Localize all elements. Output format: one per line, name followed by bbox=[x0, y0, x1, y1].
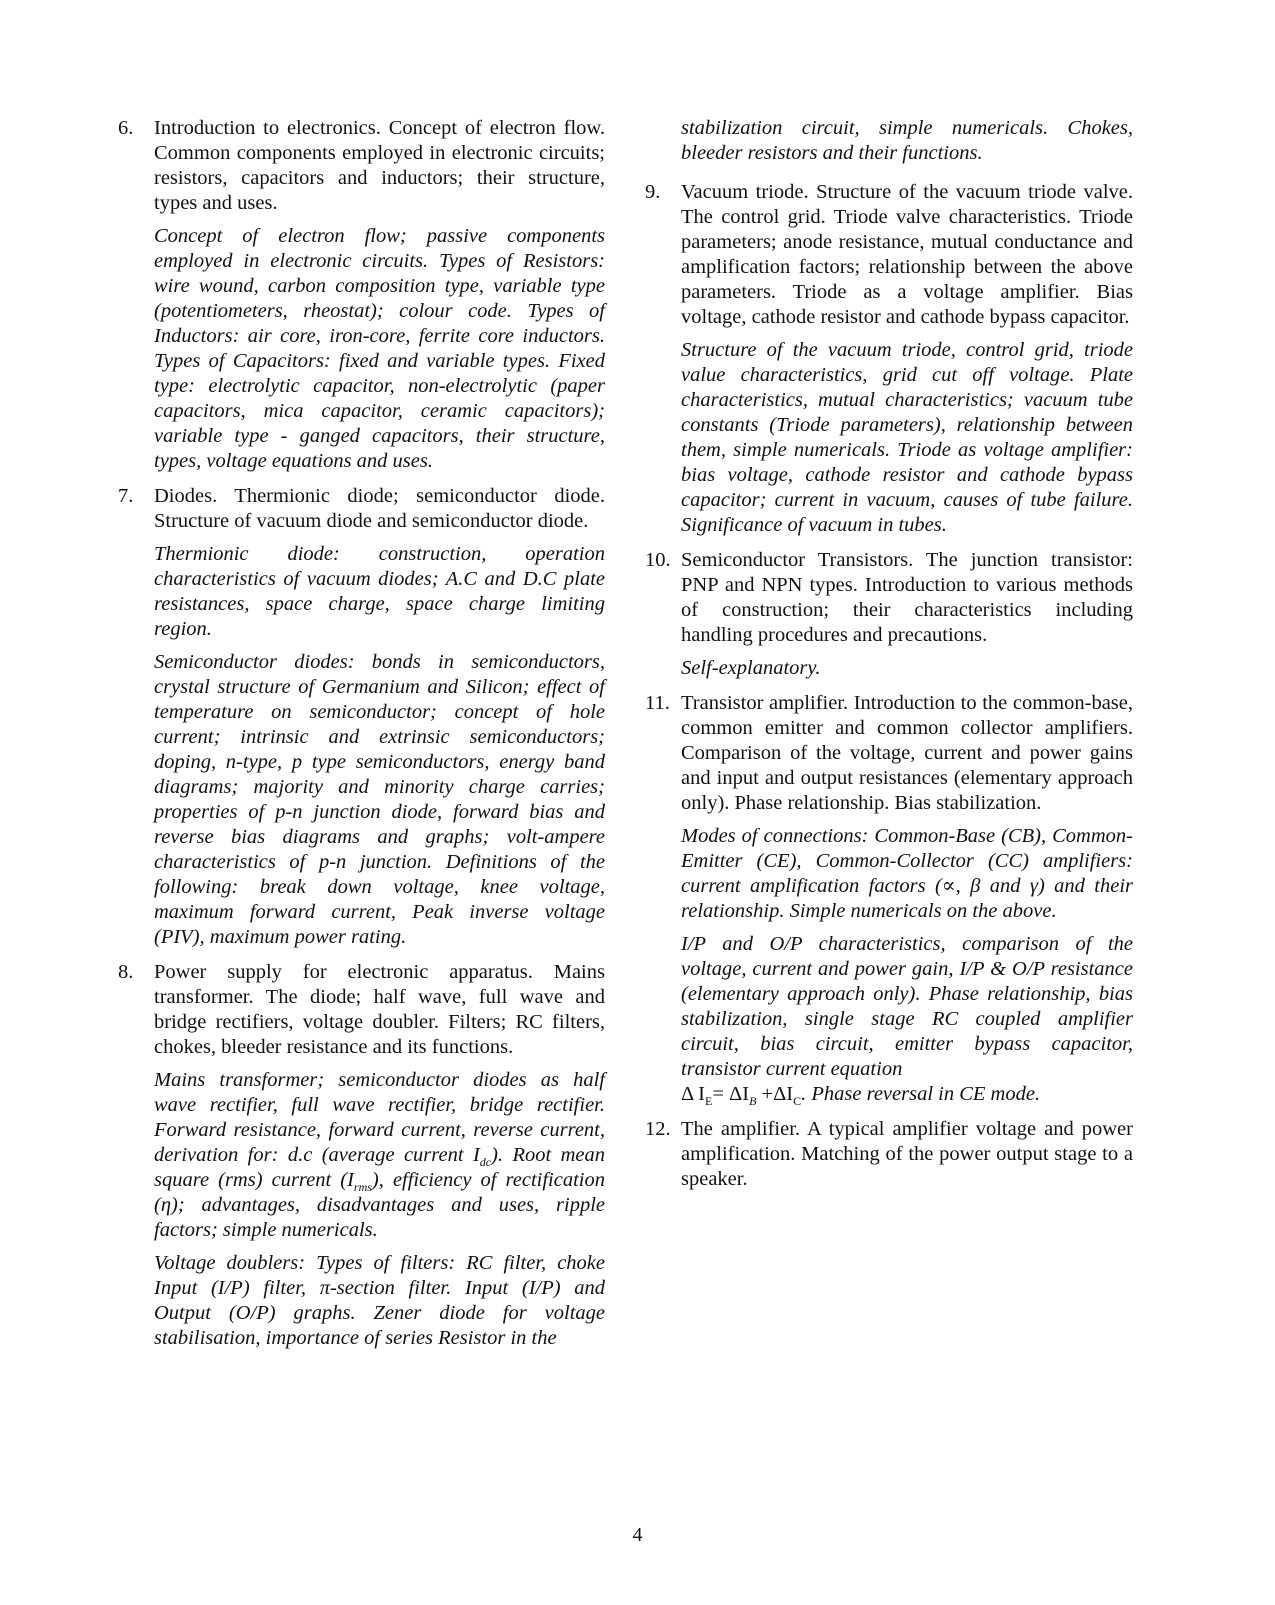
syllabus-item-10 bbox=[645, 548, 1133, 681]
detail-text: ). Root mean square (rms) current (I bbox=[154, 1144, 605, 1191]
right-column bbox=[645, 116, 1133, 1200]
item-detail: Voltage doublers: Types of filters: RC filter, choke Input (I/P) filter, π-section filter. Input (I/P) and Output (O/P) graphs. Zener diode for voltage stabilisation, importance of series Resistor in the bbox=[154, 1252, 605, 1349]
item-detail: Thermionic diode: construction, operation characteristics of vacuum diodes; A.C and D.C plate resistances, space charge, space charge limiting region. bbox=[154, 543, 605, 640]
item-topic: Diodes. Thermionic diode; semiconductor diode. Structure of vacuum diode and semiconductor diode. bbox=[154, 485, 605, 532]
continued-detail: stabilization circuit, simple numericals. Chokes, bleeder resistors and their functions. bbox=[681, 117, 1133, 164]
detail-text: I/P and O/P characteristics, comparison of the voltage, current and power gain, I/P & O/P resistance (elementary approach only). Phase relationship, bias stabilization, single stage RC coupled amplifier circuit, bias circuit, emitter bypass capacitor, transistor current equation bbox=[681, 933, 1133, 1080]
syllabus-item-9 bbox=[645, 180, 1133, 538]
item-topic: Vacuum triode. Structure of the vacuum triode valve. The control grid. Triode valve characteristics. Triode parameters; anode resistance, mutual conductance and amplification factors; relationship between the above parameters. Triode as a voltage amplifier. Bias voltage, cathode resistor and cathode bypass capacitor. bbox=[681, 181, 1133, 328]
equation-text: = ΔI bbox=[712, 1083, 750, 1105]
subscript-dc: dc bbox=[479, 1155, 492, 1170]
equation-text: Δ I bbox=[681, 1083, 706, 1105]
detail-text: . Phase reversal in CE mode. bbox=[801, 1083, 1041, 1105]
syllabus-item-6 bbox=[118, 116, 605, 474]
item-detail: Modes of connections: Common-Base (CB), Common-Emitter (CE), Common-Collector (CC) amplifiers: current amplification factors (∝, β and γ) and their relationship. Simple numericals on the above. bbox=[681, 825, 1133, 922]
item-number: 8. bbox=[118, 961, 134, 983]
item-topic: Introduction to electronics. Concept of electron flow. Common components employed in electronic circuits; resistors, capacitors and inductors; their structure, types and uses. bbox=[154, 117, 605, 214]
item-number: 10. bbox=[645, 549, 671, 571]
page-number: 4 bbox=[632, 1524, 643, 1546]
equation-text: +ΔI bbox=[756, 1083, 794, 1105]
item-detail: Structure of the vacuum triode, control grid, triode value characteristics, grid cut off voltage. Plate characteristics, mutual characteristics; vacuum tube constants (Triode parameters), relationship between them, simple numericals. Triode as voltage amplifier: bias voltage, cathode resistor and cathode bypass capacitor; current in vacuum, causes of tube failure. Significance of vacuum in tubes. bbox=[681, 339, 1133, 536]
item-detail: Self-explanatory. bbox=[681, 657, 821, 679]
item-number: 9. bbox=[645, 181, 661, 203]
item-number: 7. bbox=[118, 485, 134, 507]
syllabus-item-11 bbox=[645, 691, 1133, 1107]
subscript-e: E bbox=[705, 1094, 713, 1109]
subscript-b: B bbox=[749, 1094, 757, 1109]
syllabus-item-12 bbox=[645, 1117, 1133, 1192]
item-topic: Transistor amplifier. Introduction to the common-base, common emitter and common collector amplifiers. Comparison of the voltage, current and power gains and input and output resistances (elementary approach only). Phase relationship. Bias stabilization. bbox=[681, 692, 1133, 814]
item-detail-equation bbox=[681, 932, 1133, 1107]
item-topic: Power supply for electronic apparatus. Mains transformer. The diode; half wave, full wave and bridge rectifiers, voltage doubler. Filters; RC filters, chokes, bleeder resistance and its functions. bbox=[154, 961, 605, 1058]
subscript-c: C bbox=[793, 1094, 802, 1109]
item-number: 12. bbox=[645, 1118, 671, 1140]
item-detail-rectifiers bbox=[154, 1068, 605, 1243]
item-number: 6. bbox=[118, 117, 134, 139]
item-topic: The amplifier. A typical amplifier voltage and power amplification. Matching of the power output stage to a speaker. bbox=[681, 1118, 1133, 1190]
item-detail: Concept of electron flow; passive components employed in electronic circuits. Types of Resistors: wire wound, carbon composition type, variable type (potentiometers, rheostat); colour code. Types of Inductors: air core, iron-core, ferrite core inductors. Types of Capacitors: fixed and variable types. Fixed type: electrolytic capacitor, non-electrolytic (paper capacitors, mica capacitor, ceramic capacitors); variable type - ganged capacitors, their structure, types, voltage equations and uses. bbox=[154, 225, 605, 472]
item-number: 11. bbox=[645, 692, 670, 714]
item-detail: Semiconductor diodes: bonds in semiconductors, crystal structure of Germanium and Silicon; effect of temperature on semiconductor; concept of hole current; intrinsic and extrinsic semiconductors; doping, n-type, p type semiconductors, energy band diagrams; majority and minority charge carries; properties of p-n junction diode, forward bias and reverse bias diagrams and graphs; volt-ampere characteristics of p-n junction. Definitions of the following: break down voltage, knee voltage, maximum forward current, Peak inverse voltage (PIV), maximum power rating. bbox=[154, 651, 605, 948]
left-column bbox=[118, 116, 605, 1359]
syllabus-item-7 bbox=[118, 484, 605, 950]
subscript-rms: rms bbox=[353, 1180, 372, 1195]
syllabus-item-8 bbox=[118, 960, 605, 1351]
item-topic: Semiconductor Transistors. The junction transistor: PNP and NPN types. Introduction to various methods of construction; their characteristics including handling procedures and precautions. bbox=[681, 549, 1133, 646]
detail-text: Mains transformer; semiconductor diodes as half wave rectifier, full wave rectifier, bridge rectifier. Forward resistance, forward current, reverse current, derivation for: d.c (average current I bbox=[154, 1069, 605, 1166]
detail-text: ), efficiency of rectification (η); advantages, disadvantages and uses, ripple factors; simple numericals. bbox=[154, 1169, 605, 1241]
